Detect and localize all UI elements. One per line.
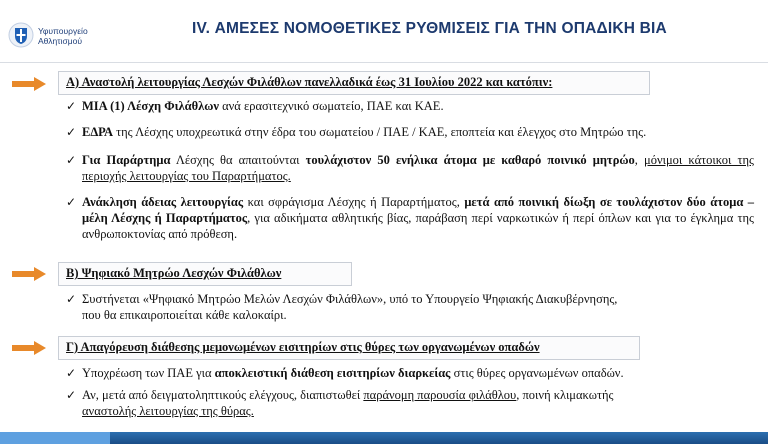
checkmark-icon: ✓ (66, 388, 77, 402)
ministry-name (38, 26, 88, 46)
ministry-line-1: Υφυπουργείο (38, 26, 88, 36)
slide-title: IV. ΑΜΕΣΕΣ ΝΟΜΟΘΕΤΙΚΕΣ ΡΥΘΜΙΣΕΙΣ ΓΙΑ ΤΗΝ ΟΠΑΔΙΚΗ ΒΙΑ (192, 20, 667, 37)
section-c-item-1: Υποχρέωση των ΠΑΕ για αποκλειστική διάθεση εισιτηρίων διαρκείας στις θύρες οργανωμένων οπαδών. (82, 366, 624, 380)
checkmark-icon: ✓ (66, 366, 77, 380)
arrow-right-icon (12, 267, 46, 281)
checkmark-icon: ✓ (66, 99, 77, 113)
checkmark-icon: ✓ (66, 125, 77, 139)
arrow-right-icon (12, 341, 46, 355)
greek-coat-of-arms-icon (8, 22, 34, 48)
ministry-line-2: Αθλητισμού (38, 36, 82, 46)
section-a-item-4: Ανάκληση άδειας λειτουργίας και σφράγισμα Λέσχης ή Παραρτήματος, μετά από ποινική δίωξη σε τουλάχιστον δύο άτομα – μέλη Λέσχης ή Παραρτήματος, για αδικήματα αθλητικής βίας, παράβαση περί ναρκωτικών ή περί όπλων και για το έγκλημα της ανθρωποκτονίας από πρόθεση. (82, 195, 755, 241)
section-c-title: Γ) Απαγόρευση διάθεσης μεμονωμένων εισιτηρίων στις θύρες των οργανωμένων οπαδών (66, 340, 540, 354)
section-b-item-1: Συστήνεται «Ψηφιακό Μητρώο Μελών Λεσχών Φιλάθλων», υπό το Υπουργείο Ψηφιακής Διακυβέρνησης, που θα επικαιροποιείται κάθε καλοκαίρι. (82, 292, 618, 322)
section-a-item-3: Για Παράρτημα Λέσχης θα απαιτούνται τουλάχιστον 50 ενήλικα άτομα με καθαρό ποινικό μητρώο, μόνιμοι κάτοικοι της περιοχής λειτουργίας του Παραρτήματος. (82, 153, 754, 183)
section-a-title: Α) Αναστολή λειτουργίας Λεσχών Φιλάθλων πανελλαδικά έως 31 Ιουλίου 2022 και κατόπιν: (66, 75, 553, 89)
video-progress-bar[interactable] (0, 432, 768, 444)
checkmark-icon: ✓ (66, 292, 77, 306)
arrow-right-icon (12, 77, 46, 91)
section-a-item-2: ΕΔΡΑ της Λέσχης υποχρεωτικά στην έδρα του σωματείου / ΠΑΕ / ΚΑΕ, εποπτεία και έλεγχος στο Μητρώο της. (82, 125, 647, 139)
section-c-item-2: Αν, μετά από δειγματοληπτικούς ελέγχους, διαπιστωθεί παράνομη παρουσία φιλάθλου, ποινή κλιμακωτής αναστολής λειτουργίας της θύρας. (82, 388, 614, 418)
slide-header (0, 0, 768, 63)
checkmark-icon: ✓ (66, 195, 77, 209)
video-progress-fill (0, 432, 110, 444)
section-a-item-1: ΜΙΑ (1) Λέσχη Φιλάθλων ανά ερασιτεχνικό σωματείο, ΠΑΕ και ΚΑΕ. (82, 99, 444, 113)
checkmark-icon: ✓ (66, 153, 77, 167)
section-b-title: Β) Ψηφιακό Μητρώο Λεσχών Φιλάθλων (66, 266, 282, 280)
